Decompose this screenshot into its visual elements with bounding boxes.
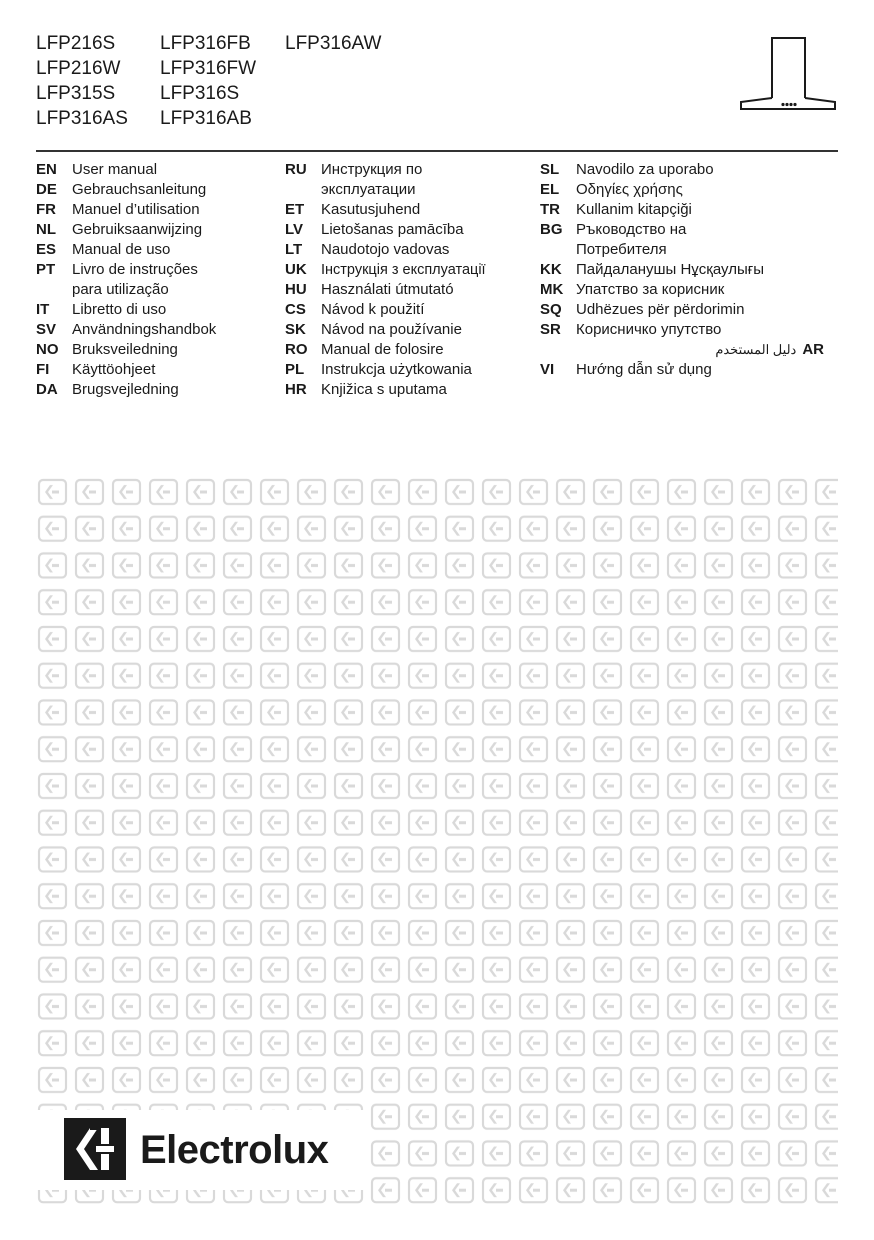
- language-entry: [285, 160, 550, 200]
- language-entry: [540, 320, 830, 340]
- language-entry: [285, 220, 550, 240]
- model-item: LFP316AS: [36, 108, 128, 129]
- language-entry: [36, 300, 301, 320]
- language-entry: [285, 360, 550, 380]
- language-code: PL: [285, 361, 305, 378]
- language-title: Ръководство на Потребителя: [576, 221, 687, 258]
- language-code: HU: [285, 281, 307, 298]
- language-entry: [36, 360, 301, 380]
- language-entry: [540, 160, 830, 180]
- language-title: Användningshandbok: [72, 321, 217, 338]
- model-item: LFP316AW: [285, 33, 382, 54]
- language-code: UK: [285, 261, 307, 278]
- language-code: SL: [540, 161, 560, 178]
- language-title: Livro de instruções para utilização: [72, 261, 198, 298]
- language-code: ES: [36, 241, 57, 258]
- language-code: LT: [285, 241, 303, 258]
- language-title: Brugsvejledning: [72, 381, 179, 398]
- language-title: User manual: [72, 161, 158, 178]
- language-code: SR: [540, 321, 561, 338]
- language-code: RU: [285, 161, 307, 178]
- language-entry: [285, 380, 550, 400]
- language-code: FR: [36, 201, 56, 218]
- language-code: SV: [36, 321, 57, 338]
- language-entry: [285, 240, 550, 260]
- language-entry: [36, 340, 301, 360]
- model-item: LFP216W: [36, 58, 121, 79]
- language-code: TR: [540, 201, 560, 218]
- logo-pattern-background: [36, 474, 838, 1209]
- language-title: Lietošanas pamācība: [321, 221, 464, 238]
- model-item: LFP316AB: [160, 108, 252, 129]
- language-title: Hướng dẫn sử dụng: [576, 361, 712, 378]
- language-entry: [36, 160, 301, 180]
- language-title: Gebruiksaanwijzing: [72, 221, 203, 238]
- language-title: Manuel d’utilisation: [72, 201, 200, 218]
- language-entry: [285, 200, 550, 220]
- language-title: Інструкція з експлуатації: [321, 262, 486, 278]
- language-entry: [540, 300, 830, 320]
- language-entry: [36, 260, 301, 300]
- language-entry: [285, 340, 550, 360]
- language-code: AR: [802, 341, 824, 358]
- language-code: PT: [36, 261, 56, 278]
- language-code: IT: [36, 301, 50, 318]
- header-divider: [36, 150, 838, 152]
- model-list: [36, 32, 416, 132]
- language-entry: [540, 180, 830, 200]
- language-title: Knjižica s uputama: [321, 381, 447, 398]
- language-title: Instrukcja użytkowania: [321, 361, 472, 378]
- language-title: Пайдаланушы Нұсқаулығы: [576, 261, 764, 278]
- language-title: Navodilo za uporabo: [576, 161, 714, 178]
- language-code: ET: [285, 201, 305, 218]
- language-entry: [36, 380, 301, 400]
- language-entry: [36, 240, 301, 260]
- language-column-2: [285, 160, 550, 400]
- language-entry: [36, 320, 301, 340]
- language-entry: [285, 280, 550, 300]
- language-entry: [540, 200, 830, 220]
- electrolux-logo-icon: [64, 1118, 126, 1180]
- language-code: CS: [285, 301, 306, 318]
- language-entry: [540, 260, 830, 280]
- language-column-1: [36, 160, 301, 400]
- language-code: KK: [540, 261, 562, 278]
- language-title: Návod k použití: [321, 301, 425, 318]
- language-entry: [540, 220, 830, 260]
- language-code: HR: [285, 381, 307, 398]
- model-item: LFP316FB: [160, 33, 251, 54]
- language-title: Корисничко упутство: [576, 321, 722, 338]
- language-code: NL: [36, 221, 56, 238]
- language-title: Naudotojo vadovas: [321, 241, 450, 258]
- language-title: Udhëzues për përdorimin: [576, 301, 745, 318]
- language-code: EL: [540, 181, 560, 198]
- language-code: SK: [285, 321, 306, 338]
- language-entry: [285, 260, 550, 280]
- language-code: BG: [540, 221, 563, 238]
- language-code: LV: [285, 221, 304, 238]
- language-code: EN: [36, 161, 57, 178]
- range-hood-icon: [738, 36, 838, 116]
- language-entry: [36, 180, 301, 200]
- language-title: Használati útmutató: [321, 281, 454, 298]
- language-code: VI: [540, 361, 555, 378]
- language-title: Инструкция по эксплуатации: [321, 161, 423, 198]
- language-code: NO: [36, 341, 59, 358]
- model-item: LFP315S: [36, 83, 116, 104]
- language-title: Kullanim kitapçiği: [576, 201, 692, 218]
- language-entry: [540, 280, 830, 300]
- language-entry: [36, 200, 301, 220]
- language-title: Gebrauchsanleitung: [72, 181, 207, 198]
- language-code: FI: [36, 361, 50, 378]
- brand-logo: [36, 1110, 366, 1190]
- language-title: Kasutusjuhend: [321, 201, 421, 218]
- language-title: دليل المستخدم: [715, 342, 797, 357]
- language-column-3: [540, 160, 830, 380]
- language-title: Návod na používanie: [321, 321, 462, 338]
- model-item: LFP316S: [160, 83, 240, 104]
- language-code: MK: [540, 281, 564, 298]
- language-title: Libretto di uso: [72, 301, 167, 318]
- language-title: Bruksveiledning: [72, 341, 178, 358]
- language-title: Manual de uso: [72, 241, 171, 258]
- language-entry: [285, 300, 550, 320]
- language-entry: [36, 220, 301, 240]
- language-code: DE: [36, 181, 57, 198]
- language-title: Käyttöohjeet: [72, 361, 156, 378]
- language-entry: [540, 360, 830, 380]
- model-item: LFP216S: [36, 33, 116, 54]
- language-title: Упатство за корисник: [576, 281, 725, 298]
- language-code: SQ: [540, 301, 562, 318]
- language-code: DA: [36, 381, 58, 398]
- language-title: Οδηγίες χρήσης: [576, 181, 683, 198]
- language-entry: [285, 320, 550, 340]
- brand-name: Electrolux: [140, 1128, 329, 1172]
- model-item: LFP316FW: [160, 58, 257, 79]
- language-code: RO: [285, 341, 308, 358]
- language-title: Manual de folosire: [321, 341, 444, 358]
- language-entry: [540, 340, 830, 360]
